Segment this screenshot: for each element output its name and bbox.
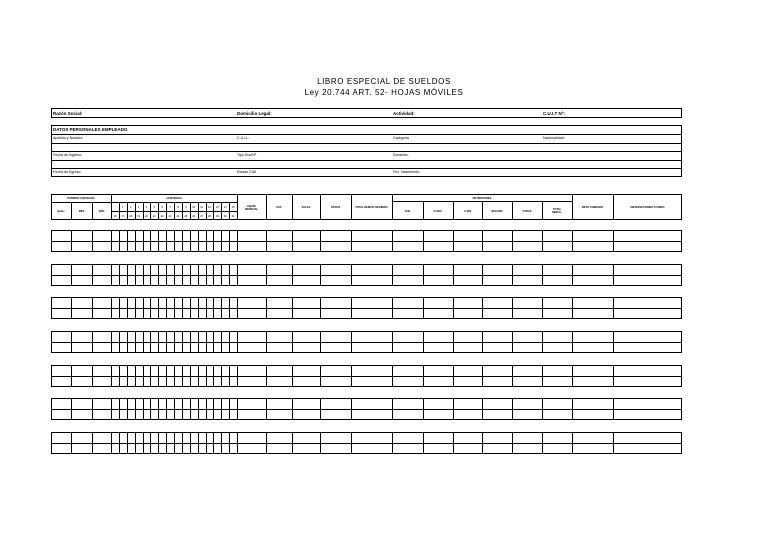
col-divider [512,297,513,319]
col-divider [71,331,72,353]
col-divider [542,264,543,286]
col-divider [351,297,352,319]
col-divider [237,331,238,353]
col-divider [221,432,222,454]
col-divider [351,365,352,387]
attendance-days-grid [111,202,237,220]
col-divider [542,432,543,454]
col-divider [292,432,293,454]
col-divider [166,331,167,353]
col-divider [143,432,144,454]
col-divider [613,331,614,353]
day-label: 18 [129,214,133,218]
col-divider [292,297,293,319]
col-divider [166,432,167,454]
divider [51,160,682,161]
day-label: 6 [161,205,163,209]
col-divider [135,331,136,353]
col-divider [206,432,207,454]
col-divider [453,432,454,454]
col-divider [423,230,424,252]
col-divider [206,264,207,286]
col-divider [221,297,222,319]
col-divider [351,398,352,420]
col-divider [119,297,120,319]
col-divider [174,432,175,454]
col-divider [221,331,222,353]
col-divider [221,398,222,420]
col-divider [453,331,454,353]
col-divider [206,365,207,387]
day-label: 28 [207,214,211,218]
liquid-header: LIQUID. MENSUAL [245,204,258,211]
col-divider [71,432,72,454]
col-divider [127,264,128,286]
col-divider [542,398,543,420]
col-divider [453,297,454,319]
col-divider [127,331,128,353]
col-divider [320,230,321,252]
col-divider [512,230,513,252]
total-deduc-header: TOTAL DEDUC. [552,208,562,214]
col-divider [221,264,222,286]
categoria-label: Categoría [393,136,409,140]
col-divider [482,297,483,319]
col-divider [174,365,175,387]
col-divider [320,398,321,420]
divider [51,342,682,343]
col-divider [613,264,614,286]
col-divider [482,432,483,454]
nacionalidad-label: Nacionalidad: [543,136,565,140]
day-label: 7 [169,205,171,209]
col-divider [92,398,93,420]
col-divider [206,331,207,353]
col-divider [512,331,513,353]
col-divider [351,432,352,454]
col-divider [320,297,321,319]
otras-header: OTRAS [522,209,532,213]
col-divider [213,365,214,387]
col-divider [453,264,454,286]
day-label: 30 [223,214,227,218]
col-divider [150,297,151,319]
fecha-egreso-label: Fecha de Egreso: [53,170,82,174]
day-label: 26 [192,214,196,218]
total-remun-header: TOTAL REMUN. RECIBIDA [355,206,388,209]
col-divider [266,432,267,454]
razon-social-label: Razón Social: [53,111,83,116]
col-divider [292,331,293,353]
col-divider [174,264,175,286]
col-divider [158,297,159,319]
anio-header: AÑO [98,210,105,213]
col-divider [213,297,214,319]
day-label: 8 [177,205,179,209]
col-divider [351,230,352,252]
col-divider [119,398,120,420]
day-label: 20 [144,214,148,218]
col-divider [135,264,136,286]
col-divider [111,331,112,353]
form-subtitle: Ley 20.744 ART. 52- HOJAS MÓVILES [304,88,464,97]
col-divider [111,398,112,420]
day-label: 14 [223,205,227,209]
col-divider [292,264,293,286]
retenciones-header: RETENCIONES [472,196,492,200]
col-divider [143,230,144,252]
col-divider [150,331,151,353]
col-divider [423,398,424,420]
col-divider [119,230,120,252]
fecha-ingreso-label: Fecha de Ingreso: [53,153,82,157]
col-divider [174,398,175,420]
day-label: 29 [215,214,219,218]
col-divider [135,297,136,319]
periodo-header: PERIODO LIQUIDADO [67,197,95,200]
col-divider [320,264,321,286]
divider [51,443,682,444]
col-divider [229,264,230,286]
col-divider [71,297,72,319]
employer-box [51,108,682,118]
col-divider [572,398,573,420]
col-divider [482,264,483,286]
col-divider [190,331,191,353]
col-divider [127,297,128,319]
col-divider [190,432,191,454]
col-divider [150,230,151,252]
col-divider [127,365,128,387]
col-divider [237,264,238,286]
col-divider [143,398,144,420]
col-divider [512,264,513,286]
actividad-label: Actividad: [393,111,415,116]
col-divider [190,230,191,252]
col-divider [135,398,136,420]
col-divider [423,365,424,387]
jub-header: JUB. [404,209,411,213]
col-divider [572,432,573,454]
col-divider [237,297,238,319]
col-divider [392,331,393,353]
col-divider [423,297,424,319]
col-divider [221,365,222,387]
col-divider [174,297,175,319]
col-divider [572,264,573,286]
col-divider [392,297,393,319]
day-label: 19 [137,214,140,218]
asistencia-header: ASISTENCIA [166,197,182,200]
col-divider [572,331,573,353]
col-divider [111,365,112,387]
col-divider [392,264,393,286]
col-divider [198,297,199,319]
col-divider [198,264,199,286]
col-divider [423,432,424,454]
col-divider [206,297,207,319]
col-divider [111,230,112,252]
col-divider [213,398,214,420]
col-divider [158,230,159,252]
col-divider [92,230,93,252]
col-divider [392,365,393,387]
col-divider [213,230,214,252]
col-divider [166,365,167,387]
col-divider [266,398,267,420]
day-label: 25 [184,214,188,218]
day-label: 4 [145,205,148,209]
col-divider [182,398,183,420]
col-divider [158,432,159,454]
day-label: 12 [207,205,211,209]
col-divider [166,264,167,286]
col-divider [320,432,321,454]
cuil-label: C.U.I.L: [237,136,250,140]
col-divider [453,398,454,420]
col-divider [229,297,230,319]
col-divider [92,365,93,387]
col-divider [266,264,267,286]
col-divider [213,264,214,286]
col-divider [423,264,424,286]
day-label: 16 [113,214,117,218]
day-label: 22 [160,214,164,218]
col-divider [190,398,191,420]
col-divider [351,331,352,353]
col-divider [572,365,573,387]
col-divider [237,365,238,387]
divider [51,151,682,152]
sac-header: SAC [276,206,282,209]
col-divider [127,432,128,454]
col-divider [182,297,183,319]
divider [51,308,682,309]
col-divider [613,365,614,387]
col-divider [266,331,267,353]
col-divider [266,297,267,319]
day-label: 17 [121,214,125,218]
col-divider [320,331,321,353]
col-divider [392,432,393,454]
domicilio-label: Domicilio: [393,153,409,157]
col-divider [127,398,128,420]
col-divider [198,398,199,420]
mes-header: MES [78,210,85,213]
col-divider [135,230,136,252]
divider [51,376,682,377]
col-divider [482,365,483,387]
col-divider [392,398,393,420]
col-divider [143,297,144,319]
domicilio-legal-label: Domicilio Legal: [237,111,272,116]
day-label: 24 [176,214,180,218]
col-divider [182,230,183,252]
col-divider [292,230,293,252]
col-divider [292,398,293,420]
col-divider [482,398,483,420]
col-divider [135,365,136,387]
tipo-doc-label: Tipo Doc/Nº [237,153,257,157]
col-divider [482,230,483,252]
col-divider [198,230,199,252]
col-divider [266,230,267,252]
col-divider [213,432,214,454]
col-divider [182,264,183,286]
col-divider [542,331,543,353]
apellido-label: Apellido y Nombre: [53,136,84,140]
col-divider [166,230,167,252]
col-divider [71,264,72,286]
col-divider [150,432,151,454]
col-divider [190,264,191,286]
col-divider [613,432,614,454]
col-divider [174,230,175,252]
col-divider [198,432,199,454]
col-divider [266,365,267,387]
col-divider [320,365,321,387]
col-divider [221,230,222,252]
day-label: 13 [215,205,219,209]
divider [51,143,682,144]
divider [51,134,682,135]
col-divider [119,365,120,387]
col-divider [119,331,120,353]
col-divider [351,264,352,286]
col-divider [92,331,93,353]
col-divider [150,264,151,286]
col-divider [92,297,93,319]
col-divider [150,398,151,420]
col-divider [119,432,120,454]
col-divider [158,264,159,286]
col-divider [542,230,543,252]
col-divider [119,264,120,286]
col-divider [542,297,543,319]
col-divider [166,297,167,319]
divider [51,168,682,169]
col-divider [229,432,230,454]
day-label: 31 [231,214,235,218]
col-divider [182,432,183,454]
col-divider [158,331,159,353]
col-divider [182,331,183,353]
seguro-header: SEGURO [491,209,503,213]
col-divider [229,331,230,353]
cuit-label: C.U.I.T Nº: [543,111,565,116]
neto-header: NETO COBRADO [581,206,604,209]
day-label: 15 [231,205,235,209]
col-divider [143,264,144,286]
day-label: 10 [192,205,196,209]
col-divider [572,297,573,319]
col-divider [158,365,159,387]
col-divider [174,331,175,353]
col-divider [198,365,199,387]
col-divider [143,331,144,353]
col-divider [111,432,112,454]
col-divider [206,398,207,420]
col-divider [92,264,93,286]
divider [51,409,682,410]
estado-civil-label: Estado Civil [237,170,256,174]
col-divider [392,230,393,252]
col-divider [423,331,424,353]
form-title: LIBRO ESPECIAL DE SUELDOS [317,77,451,86]
col-divider [182,365,183,387]
day-label: 11 [200,205,203,209]
col-divider [572,230,573,252]
col-divider [190,365,191,387]
col-divider [127,230,128,252]
col-divider [229,230,230,252]
col-divider [71,230,72,252]
day-label: 9 [185,205,187,209]
col-divider [292,365,293,387]
employee-section-title: DATOS PERSONALES EMPLEADO [53,127,128,132]
col-divider [512,398,513,420]
col-divider [482,331,483,353]
col-divider [190,297,191,319]
col-divider [613,398,614,420]
col-divider [613,230,614,252]
col-divider [237,398,238,420]
col-divider [213,331,214,353]
col-divider [158,398,159,420]
col-divider [135,432,136,454]
col-divider [111,264,112,286]
col-divider [198,331,199,353]
day-label: 5 [153,205,156,209]
col-divider [613,297,614,319]
col-divider [542,365,543,387]
col-divider [512,432,513,454]
observaciones-header: OBSERVACIONES O FIRMA [630,206,665,209]
col-divider [453,230,454,252]
vacac-header: VACAC [301,206,311,209]
divider [51,275,682,276]
col-divider [111,297,112,319]
day-label: 3 [137,205,140,209]
csin-header: C.SIN [464,209,471,213]
divider [51,241,682,242]
day-label: 21 [152,214,156,218]
col-divider [512,365,513,387]
col-divider [453,365,454,387]
quinc-header: Quinc [57,210,65,213]
col-divider [166,398,167,420]
day-label: 27 [200,214,203,218]
col-divider [206,230,207,252]
col-divider [92,432,93,454]
col-divider [150,365,151,387]
fec-nacimiento-label: Fec. Nacimiento: [393,170,420,174]
col-divider [229,365,230,387]
col-divider [71,365,72,387]
day-label: 2 [129,205,132,209]
day-label: 1 [122,205,124,209]
day-label: 23 [168,214,172,218]
col-divider [229,398,230,420]
col-divider [237,432,238,454]
osoc-header: O.SOC. [433,209,443,213]
col-divider [143,365,144,387]
col-divider [237,230,238,252]
col-divider [71,398,72,420]
otros-header: OTROS [330,206,341,209]
